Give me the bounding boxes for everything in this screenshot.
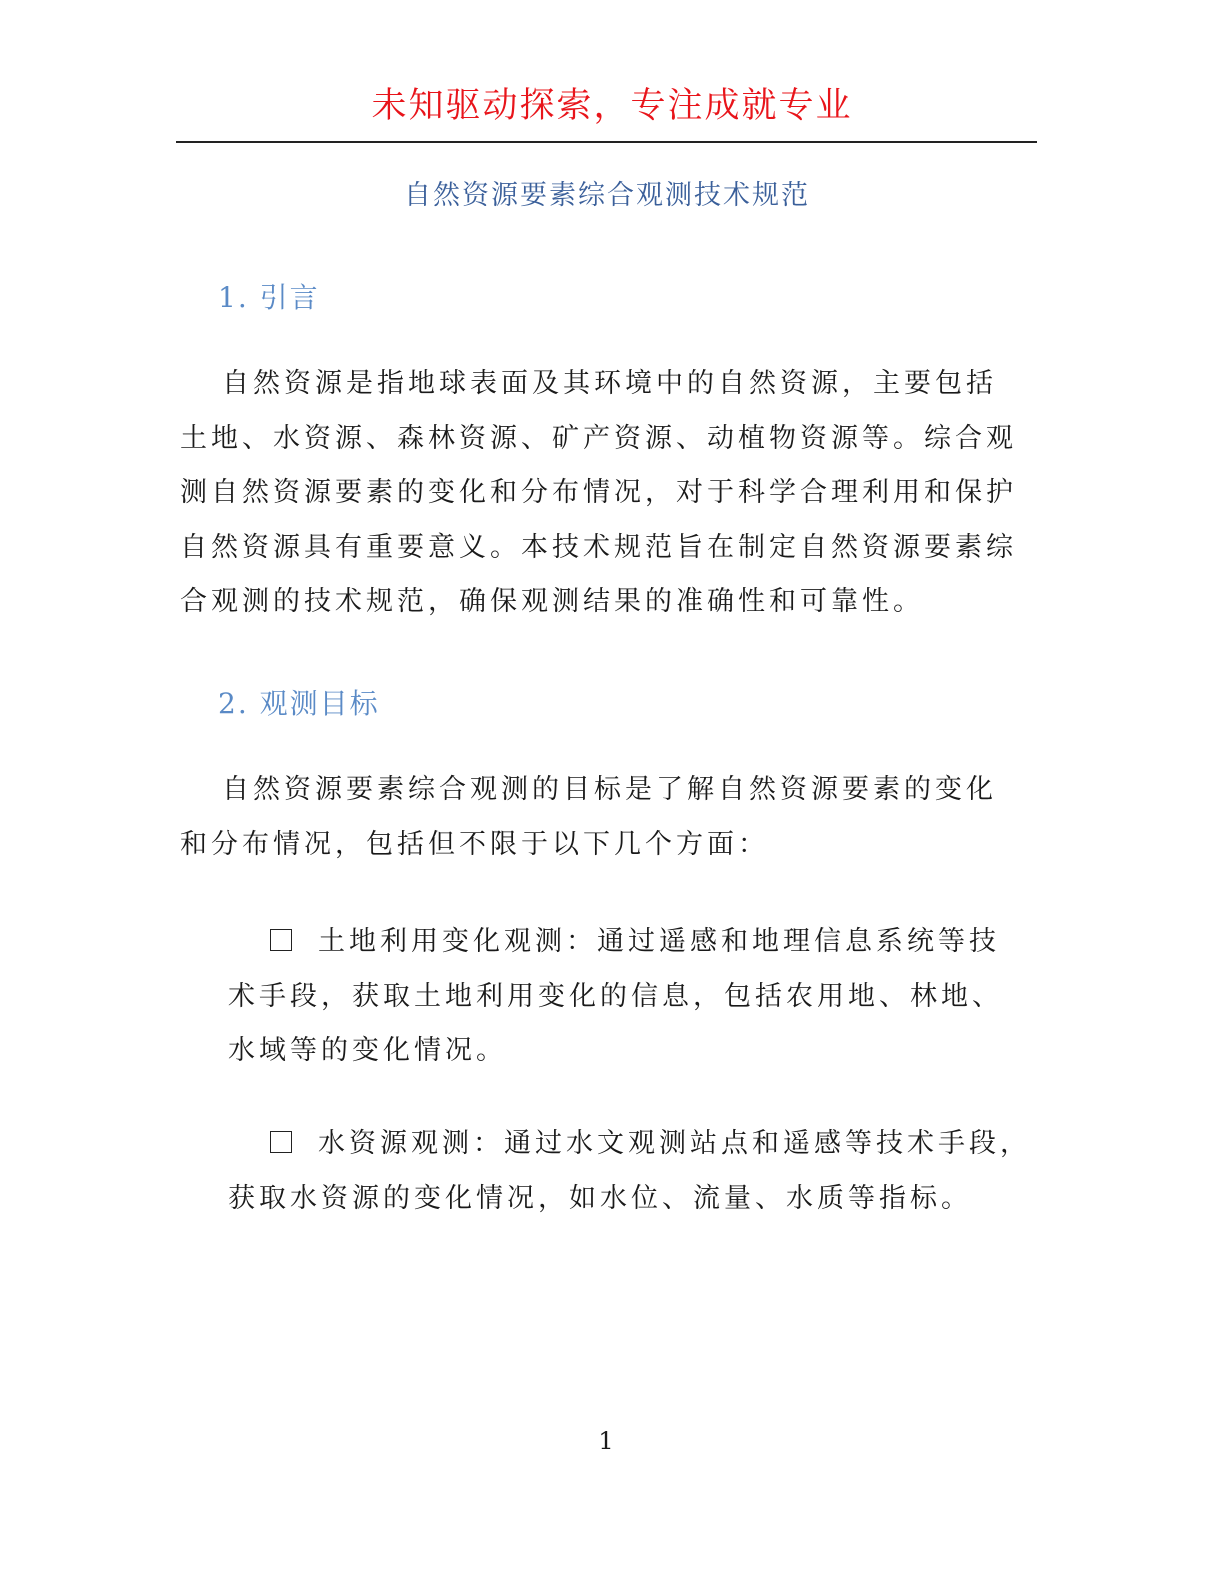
- observation-goals-paragraph: [180, 763, 997, 872]
- section-heading-introduction: 1. 引言: [218, 281, 320, 314]
- paragraph-line: 自然资源具有重要意义。本技术规范旨在制定自然资源要素综: [180, 531, 1017, 563]
- paragraph-line: 自然资源要素综合观测的目标是了解自然资源要素的变化: [222, 774, 997, 805]
- page-number: 1: [598, 1427, 614, 1455]
- document-title: 自然资源要素综合观测技术规范: [404, 180, 810, 211]
- header-divider: [176, 141, 1037, 143]
- paragraph-line: 自然资源是指地球表面及其环境中的自然资源，主要包括: [222, 368, 997, 399]
- list-item-text: 水资源观测：通过水文观测站点和遥感等技术手段，: [318, 1128, 1031, 1159]
- paragraph-line: 和分布情况，包括但不限于以下几个方面：: [180, 828, 769, 860]
- paragraph-line: 合观测的技术规范，确保观测结果的准确性和可靠性。: [180, 586, 924, 617]
- list-item-text: 获取水资源的变化情况，如水位、流量、水质等指标。: [228, 1182, 972, 1214]
- paragraph-line: 土地、水资源、森林资源、矿产资源、动植物资源等。综合观: [180, 422, 1017, 454]
- list-item-water-resources: [228, 1117, 1031, 1226]
- list-item-land-use: [228, 915, 1003, 1079]
- checkbox-bullet-icon: [270, 1131, 292, 1153]
- list-item-text: 术手段，获取土地利用变化的信息，包括农用地、林地、: [228, 980, 1003, 1012]
- list-item-text: 水域等的变化情况。: [228, 1035, 507, 1066]
- checkbox-bullet-icon: [270, 929, 292, 951]
- introduction-paragraph: [180, 357, 1017, 630]
- paragraph-line: 测自然资源要素的变化和分布情况，对于科学合理利用和保护: [180, 477, 1017, 508]
- header-slogan: 未知驱动探索，专注成就专业: [371, 86, 853, 126]
- section-heading-observation-goals: 2. 观测目标: [218, 687, 380, 720]
- list-item-text: 土地利用变化观测：通过遥感和地理信息系统等技: [318, 926, 1000, 957]
